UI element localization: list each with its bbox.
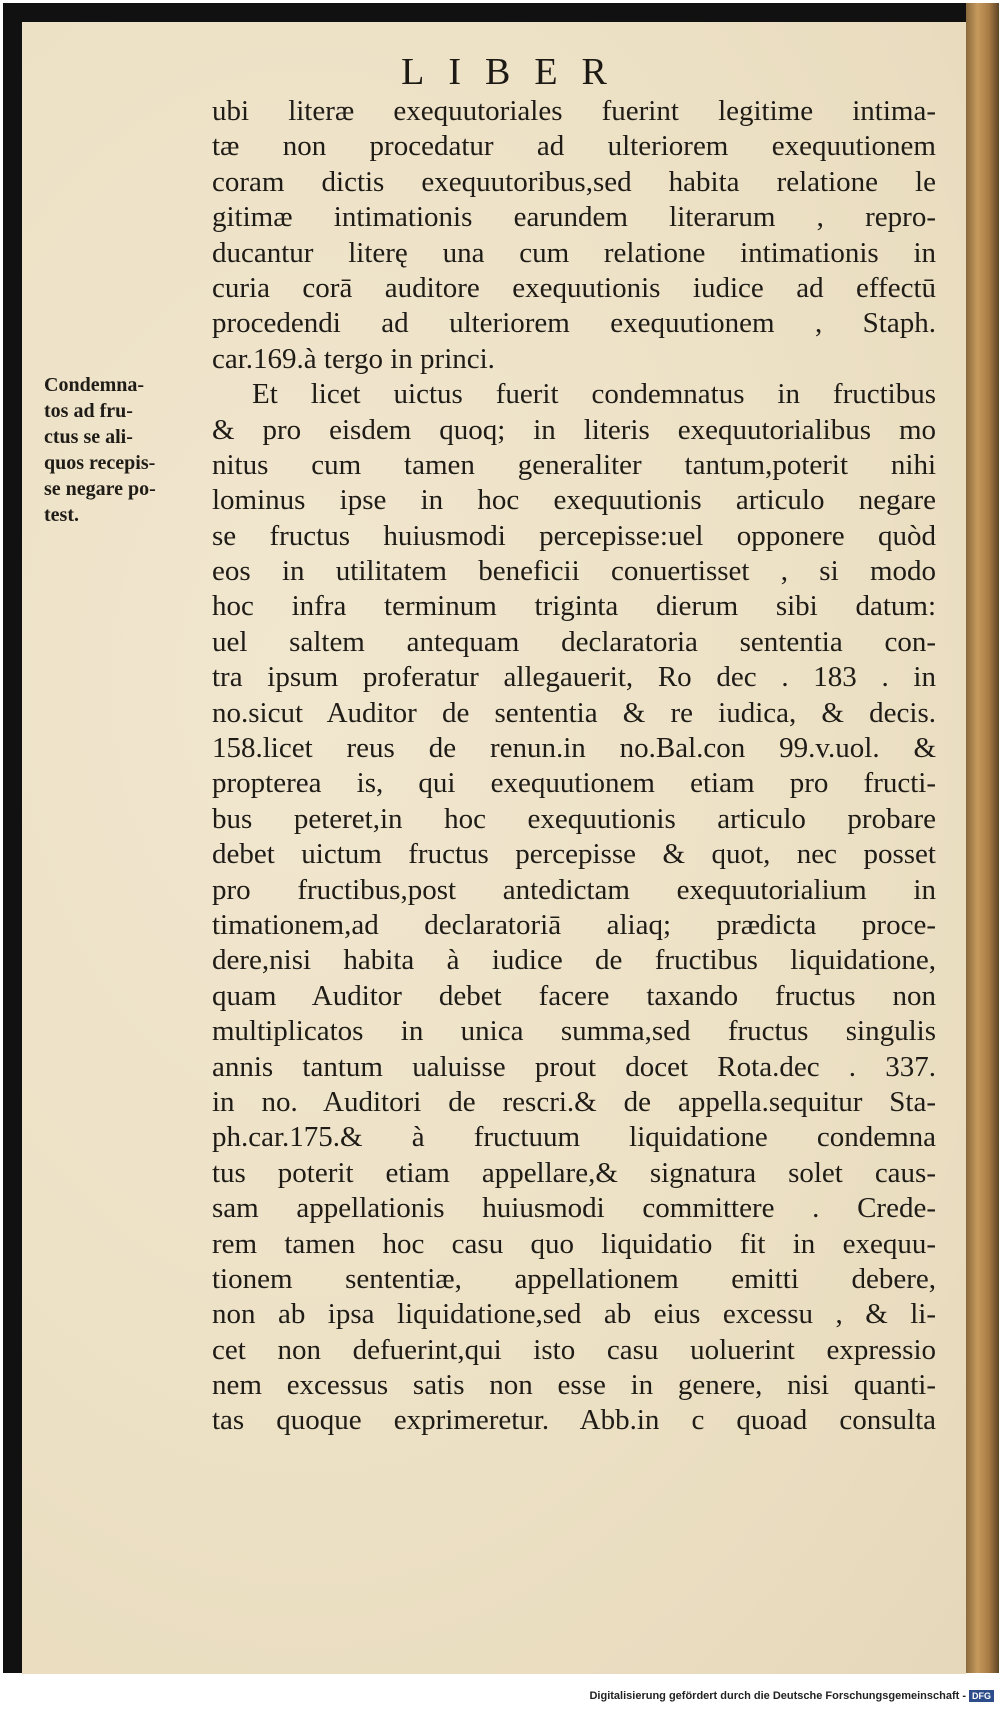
text-line: coram dictis exequutoribus,sed habita relatione le (212, 165, 936, 198)
text-line: tra ipsum proferatur allegauerit, Ro dec . 183 . in (212, 661, 936, 694)
text-line: tas quoque exprimeretur. Abb.in c quoad consulta (212, 1404, 936, 1437)
text-line: in no. Auditori de rescri.& de appella.sequitur Sta- (212, 1085, 936, 1118)
margin-note-line: tos ad fru- (44, 400, 133, 422)
text-line: no.sicut Auditor de sententia & re iudica, & decis. (212, 696, 936, 729)
text-line: hoc infra terminum triginta dierum sibi datum: (212, 590, 936, 623)
margin-note-line: ctus se ali- (44, 426, 133, 448)
text-line: 158.licet reus de renun.in no.Bal.con 99.v.uol. & (212, 732, 936, 765)
text-line: tionem sententiæ, appellationem emitti debere, (212, 1262, 936, 1295)
text-line: lominus ipse in hoc exequutionis articulo negare (212, 484, 936, 517)
text-line: tæ non procedatur ad ulteriorem exequutionem (212, 130, 936, 163)
text-line: tus poterit etiam appellare,& signatura solet caus- (212, 1156, 936, 1189)
text-line: quam Auditor debet facere taxando fructus non (212, 979, 936, 1012)
text-line: car.169.à tergo in princi. (212, 342, 495, 375)
book-page (22, 22, 966, 1674)
digitization-credit (589, 1690, 994, 1702)
text-line: se fructus huiusmodi percepisse:uel opponere quòd (212, 519, 936, 552)
text-line: ubi literæ exequutoriales fuerint legitime intima- (212, 95, 936, 127)
margin-note-line: test. (44, 504, 79, 526)
text-line: ph.car.175.& à fructuum liquidatione condemna (212, 1121, 936, 1154)
text-line: eos in utilitatem beneficii conuertisset , si modo (212, 555, 936, 588)
margin-note-line: se negare po- (44, 478, 156, 500)
text-line: nitus cum tamen generaliter tantum,poterit nihi (212, 448, 936, 481)
dfg-logo: DFG (969, 1690, 994, 1702)
text-line: non ab ipsa liquidatione,sed ab eius excessu , & li- (212, 1298, 936, 1331)
running-header: LIBER (401, 51, 631, 93)
text-line: dere,nisi habita à iudice de fructibus liquidatione, (212, 944, 936, 977)
text-line: multiplicatos in unica summa,sed fructus singulis (212, 1015, 936, 1048)
margin-note-line: quos recepis- (44, 452, 156, 474)
text-line: timationem,ad declaratoriā aliaq; prædicta proce- (212, 908, 936, 941)
margin-note-line: Condemna- (44, 374, 145, 396)
text-line: rem tamen hoc casu quo liquidatio fit in exequu- (212, 1227, 936, 1260)
text-line: debet uictum fructus percepisse & quot, nec posset (212, 838, 936, 871)
text-line: annis tantum ualuisse prout docet Rota.dec . 337. (212, 1050, 936, 1083)
text-line: cet non defuerint,qui isto casu uoluerint expressio (212, 1333, 936, 1366)
text-line: nem excessus satis non esse in genere, nisi quanti- (212, 1369, 936, 1402)
text-line: & pro eisdem quoq; in literis exequutorialibus mo (212, 413, 936, 446)
text-line: curia corā auditore exequutionis iudice ad effectū (212, 271, 936, 304)
text-line: sam appellationis huiusmodi committere . Crede- (212, 1192, 936, 1225)
text-line: Et licet uictus fuerit condemnatus in fructibus (252, 378, 936, 411)
credit-text: Digitalisierung gefördert durch die Deutsche Forschungsgemeinschaft - (589, 1690, 966, 1702)
text-line: pro fructibus,post antedictam exequutorialium in (212, 873, 936, 906)
text-line: ducantur literę una cum relatione intimationis in (212, 236, 936, 269)
text-line: gitimæ intimationis earundem literarum , repro- (212, 201, 936, 234)
text-line: uel saltem antequam declaratoria sententia con- (212, 625, 936, 658)
text-line: propterea is, qui exequutionem etiam pro fructi- (212, 767, 936, 800)
body-text (212, 94, 936, 1439)
book-spine (966, 3, 999, 1673)
text-line: procedendi ad ulteriorem exequutionem , Staph. (212, 307, 936, 340)
text-line: bus peteret,in hoc exequutionis articulo probare (212, 802, 936, 835)
margin-note (44, 372, 194, 528)
